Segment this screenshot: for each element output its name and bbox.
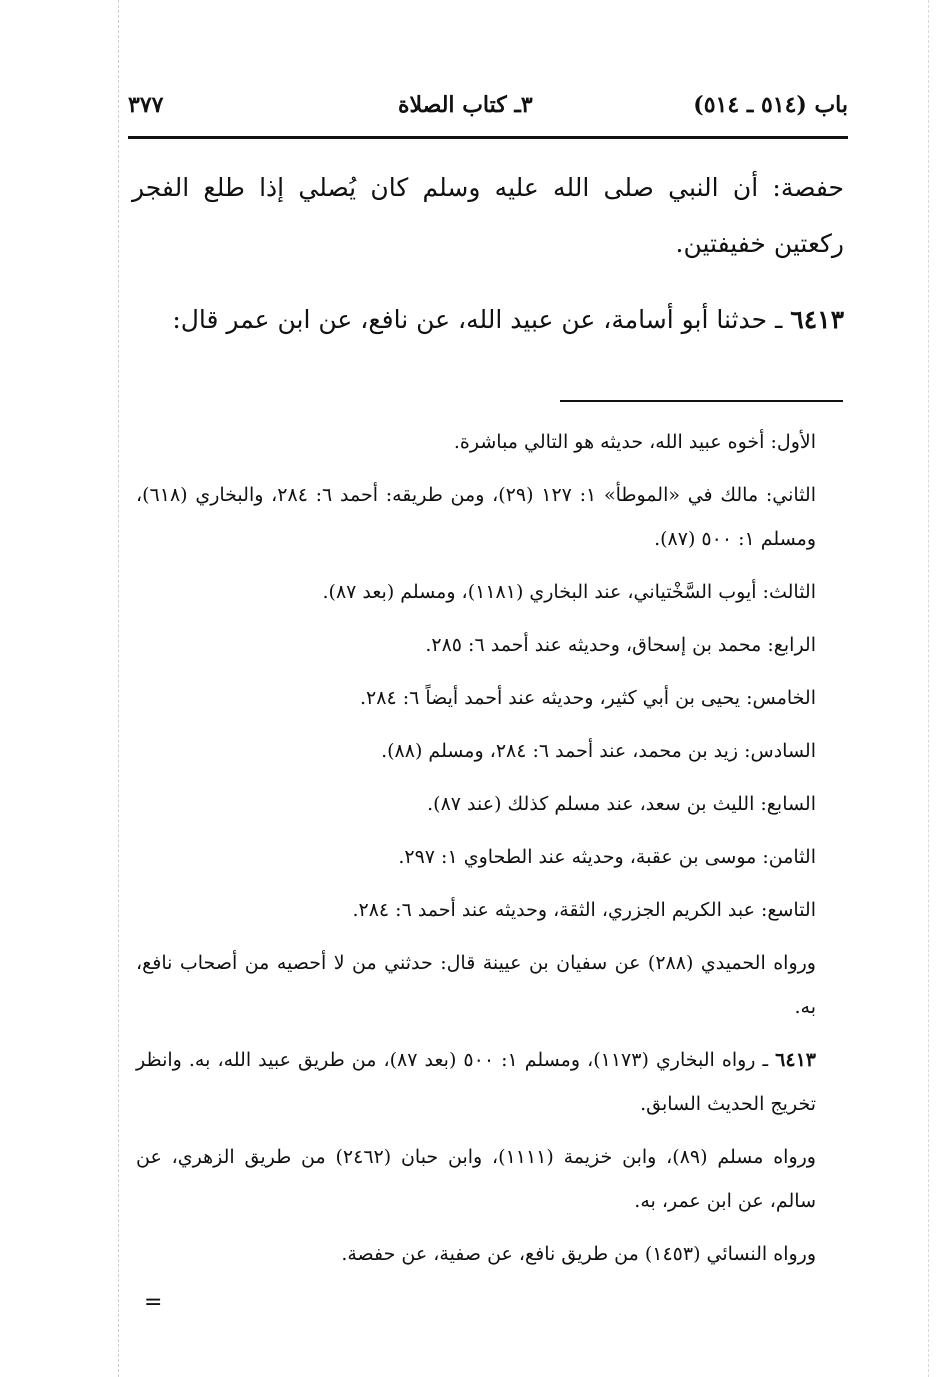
footnote-line: الثالث: أيوب السَّخْتياني، عند البخاري (١١٨١)، ومسلم (بعد ٨٧). [322,581,816,603]
header-rule [128,136,848,139]
footnote-line: ورواه مسلم (٨٩)، وابن خزيمة (١١١١)، وابن حبان (٢٤٦٢) من طريق الزهري، عن سالم، عن ابن عمر، به. [136,1146,816,1212]
footnote-hadith-number: ٦٤١٣ [775,1049,816,1071]
main-text [132,160,844,348]
footnote-line: الثامن: موسى بن عقبة، وحديثه عند الطحاوي ١: ٢٩٧. [398,846,816,868]
footnote-line: الرابع: محمد بن إسحاق، وحديثه عند أحمد ٦: ٢٨٥. [425,634,816,656]
footnotes [136,420,848,1285]
page-number: ٣٧٧ [128,92,164,118]
scan-margin-line [928,0,929,1377]
footnote-line: الثاني: مالك في «الموطأ» ١: ١٢٧ (٢٩)، ومن طريقه: أحمد ٦: ٢٨٤، والبخاري (٦١٨)، ومسلم ١: ٥٠٠ (٨٧). [136,484,816,550]
hadith-number: ٦٤١٣ [790,305,844,334]
footnote-line: السادس: زيد بن محمد، عند أحمد ٦: ٢٨٤، ومسلم (٨٨). [381,740,816,762]
chapter-reference: باب (٥١٤ ـ ٥١٤) [693,92,848,118]
footnote-line: الخامس: يحيى بن أبي كثير، وحديثه عند أحمد أيضاً ٦: ٢٨٤. [360,687,816,709]
footnote-line: التاسع: عبد الكريم الجزري، الثقة، وحديثه عند أحمد ٦: ٢٨٤. [352,899,816,921]
footnote-line: ورواه النسائي (١٤٥٣) من طريق نافع، عن صفية، عن حفصة. [341,1243,816,1265]
book-title: ٣ـ كتاب الصلاة [398,92,533,118]
continuation-mark: = [144,1290,163,1315]
footnote-line: السابع: الليث بن سعد، عند مسلم كذلك (عند ٨٧). [427,793,816,815]
scan-margin-line [118,0,119,1377]
page-header [128,88,848,128]
footnote-hadith-note [136,1038,848,1126]
hadith-text: ـ حدثنا أبو أسامة، عن عبيد الله، عن نافع، عن ابن عمر قال: [172,305,791,334]
footnote-hadith-text: ـ رواه البخاري (١١٧٣)، ومسلم ١: ٥٠٠ (بعد ٨٧)، من طريق عبيد الله، به. وانظر تخريج الحديث السابق. [136,1049,816,1115]
footnote-separator [560,400,843,402]
continuation-paragraph: حفصة: أن النبي صلى الله عليه وسلم كان يُصلي إذا طلع الفجر ركعتين خفيفتين. [132,173,844,258]
footnote-line: ورواه الحميدي (٢٨٨) عن سفيان بن عيينة قال: حدثني من لا أحصيه من أصحاب نافع، به. [136,952,816,1018]
hadith-paragraph [132,292,844,348]
footnote-line: الأول: أخوه عبيد الله، حديثه هو التالي مباشرة. [453,431,816,453]
